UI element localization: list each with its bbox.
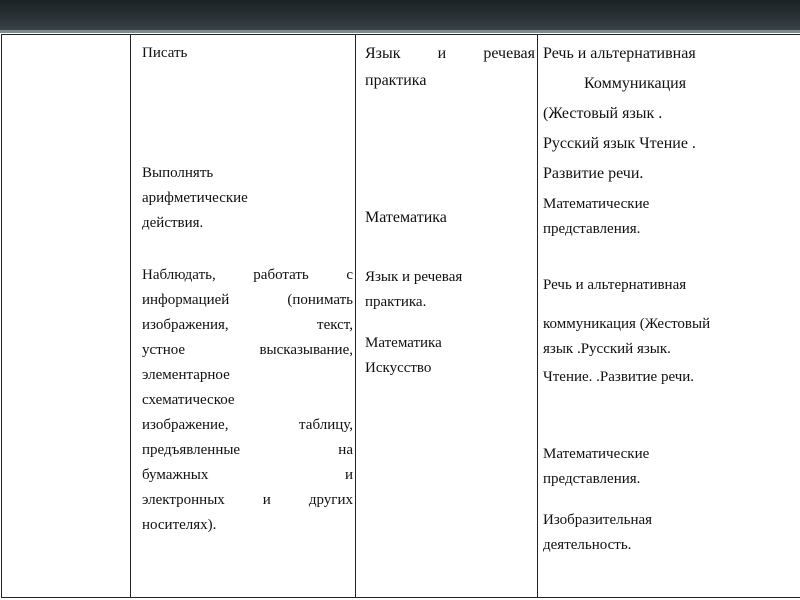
text-line: изображение, таблицу, bbox=[142, 417, 353, 433]
text-line: Язык и речевая bbox=[365, 269, 463, 285]
text-line: Изобразительная bbox=[543, 512, 653, 528]
cell-heading: практика bbox=[365, 72, 427, 89]
text-line: информацией (понимать bbox=[142, 292, 353, 308]
cell-heading: Коммуникация bbox=[584, 75, 687, 92]
curriculum-table bbox=[1, 34, 800, 598]
text-line: представления. bbox=[543, 471, 641, 487]
text-line: устное высказывание, bbox=[142, 342, 353, 358]
text-line: электронных и других bbox=[142, 492, 353, 508]
text-line: элементарное bbox=[142, 367, 230, 383]
text-line: Русский язык Чтение . bbox=[543, 135, 696, 152]
text-line: Искусство bbox=[365, 360, 432, 376]
text-line: Наблюдать, работать с bbox=[142, 267, 353, 283]
text-line: схематическое bbox=[142, 392, 235, 408]
slide-header-bar bbox=[0, 0, 800, 30]
text-line: действия. bbox=[142, 215, 204, 231]
text-line: Чтение. .Развитие речи. bbox=[543, 369, 695, 385]
text-line: коммуникация (Жестовый bbox=[543, 316, 711, 332]
table-row bbox=[2, 35, 800, 598]
text-line: Математические bbox=[543, 446, 650, 462]
subject-math: Математика bbox=[365, 209, 447, 226]
text-line: изображения, текст, bbox=[142, 317, 353, 333]
cell-heading: Язык и речевая bbox=[365, 45, 535, 62]
text-line: деятельность. bbox=[543, 537, 632, 553]
cell-heading: Речь и альтернативная bbox=[543, 45, 696, 62]
text-line: Речь и альтернативная bbox=[543, 277, 687, 293]
text-line: представления. bbox=[543, 221, 641, 237]
text-line: Математические bbox=[543, 196, 650, 212]
text-line: Выполнять bbox=[142, 165, 214, 181]
text-line: Развитие речи. bbox=[543, 165, 644, 182]
text-line: носителях). bbox=[142, 517, 217, 533]
slide-header-line bbox=[0, 30, 800, 33]
text-line: арифметические bbox=[142, 190, 248, 206]
text-line: предъявленные на bbox=[142, 442, 353, 458]
text-line: бумажных и bbox=[142, 467, 353, 483]
text-line: Математика bbox=[365, 335, 442, 351]
empty-cell bbox=[2, 35, 131, 598]
text-line: (Жестовый язык . bbox=[543, 105, 663, 122]
text-line: практика. bbox=[365, 294, 427, 310]
cell-alt-subjects bbox=[538, 35, 800, 598]
text-line: язык .Русский язык. bbox=[543, 341, 671, 357]
cell-subjects bbox=[356, 35, 538, 598]
cell-heading: Писать bbox=[142, 45, 188, 61]
cell-actions bbox=[131, 35, 356, 598]
